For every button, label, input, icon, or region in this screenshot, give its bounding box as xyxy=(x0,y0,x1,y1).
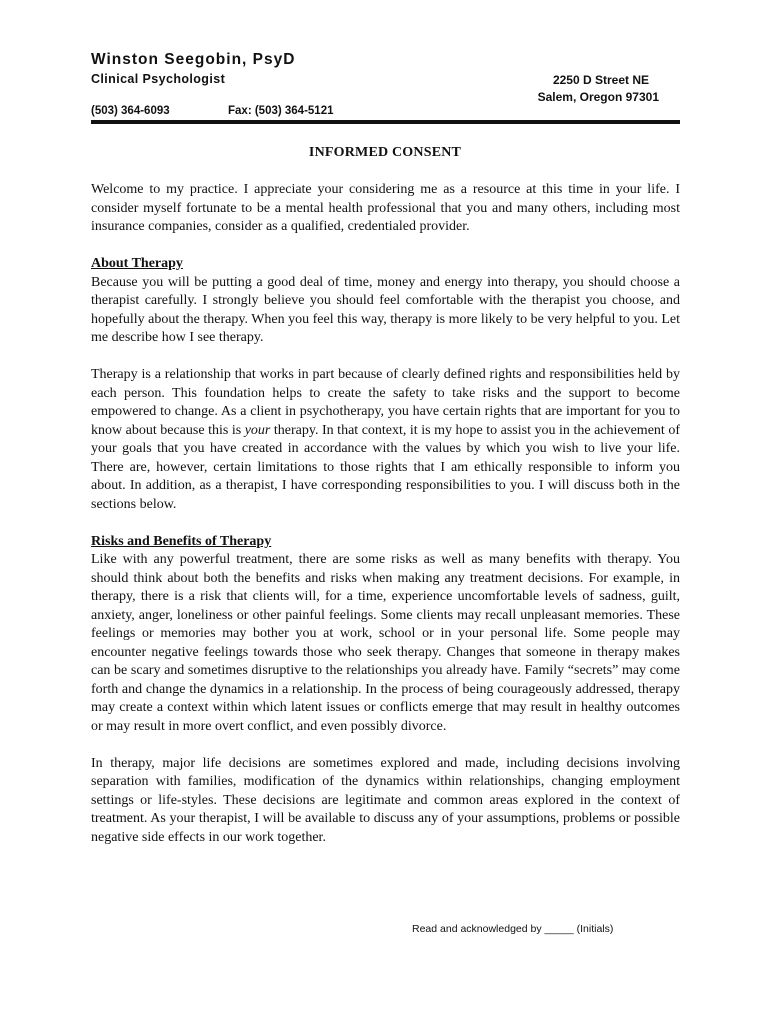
section-heading-risks-benefits: Risks and Benefits of Therapy xyxy=(91,533,272,549)
document-body xyxy=(91,181,680,866)
about-therapy-paragraph-1: Because you will be putting a good deal of time, money and energy into therapy, you should choose a therapist carefully. I strongly believe you should feel comfortable with the therapist you choose, and hopefully about the therapy. When you feel this way, therapy is more likely to be very helpful to you. Let me describe how I see therapy. xyxy=(91,274,680,345)
paragraph-text: Therapy is a relationship that works in part because of clearly defined rights and responsibilities held by each person. This foundation helps to create the safety to take risks and the support to become empowered to change. As a client in psychotherapy, you have certain rights that are important for you to know about because this is xyxy=(91,367,680,438)
section-heading-about-therapy: About Therapy xyxy=(91,256,183,271)
about-therapy-paragraph-2 xyxy=(91,366,680,514)
risks-benefits-paragraph-1: Like with any powerful treatment, there are some risks as well as many benefits with therapy. You should think about both the benefits and risks when making any treatment decisions. For example, in therapy, there is a risk that clients will, for a time, experience uncomfortable levels of sadness, guilt, anxiety, anger, loneliness or other painful feelings. Some clients may recall unpleasant memories. These feelings or memories may bother you at work, school or in your personal life. Some people may encounter negative feelings towards those who seek therapy. Changes that someone in therapy makes can be scary and sometimes disruptive to the relationships you already have. Family “secrets” may come forth and change the dynamics in a relationship. In the process of being courageously addressed, therapy may create a context within which latent issues or conflicts emerge that may result in healthy outcomes or may result in more overt conflict, and even possibly divorce. xyxy=(91,552,680,734)
fax-number: Fax: (503) 364-5121 xyxy=(228,105,334,117)
paragraph-text: therapy. In that context, it is my hope to assist you in the achievement of your goals that you have created in accordance with the values by which you wish to live your life. There are, however, certain limitations to those rights that I am ethically responsible to inform you about. In addition, as a therapist, I have corresponding responsibilities to you. I will discuss both in the sections below. xyxy=(91,422,680,512)
emphasis-text: your xyxy=(244,422,271,438)
address-block xyxy=(538,72,659,106)
document-title: INFORMED CONSENT xyxy=(308,145,462,160)
phone-number: (503) 364-6093 xyxy=(91,105,170,117)
intro-paragraph: Welcome to my practice. I appreciate your considering me as a resource at this time in your life. I consider myself fortunate to be a mental health professional that you and many others, including most insurance companies, consider as a qualified, credentialed provider. xyxy=(91,182,680,234)
acknowledgement-line: Read and acknowledged by _____ (Initials) xyxy=(412,923,614,935)
address-city: Salem, Oregon 97301 xyxy=(537,90,659,104)
header-divider xyxy=(91,120,680,124)
practitioner-name: Winston Seegobin, PsyD xyxy=(91,51,296,68)
risks-benefits-paragraph-2: In therapy, major life decisions are sometimes explored and made, including decisions involving separation with families, modification of the dynamics within relationships, changing employment settings or life-styles. These decisions are legitimate and common areas explored in the context of treatment. As your therapist, I will be available to discuss any of your assumptions, problems or possible negative side effects in our work together. xyxy=(91,755,680,845)
practitioner-title: Clinical Psychologist xyxy=(91,72,226,86)
address-street: 2250 D Street NE xyxy=(552,73,649,87)
